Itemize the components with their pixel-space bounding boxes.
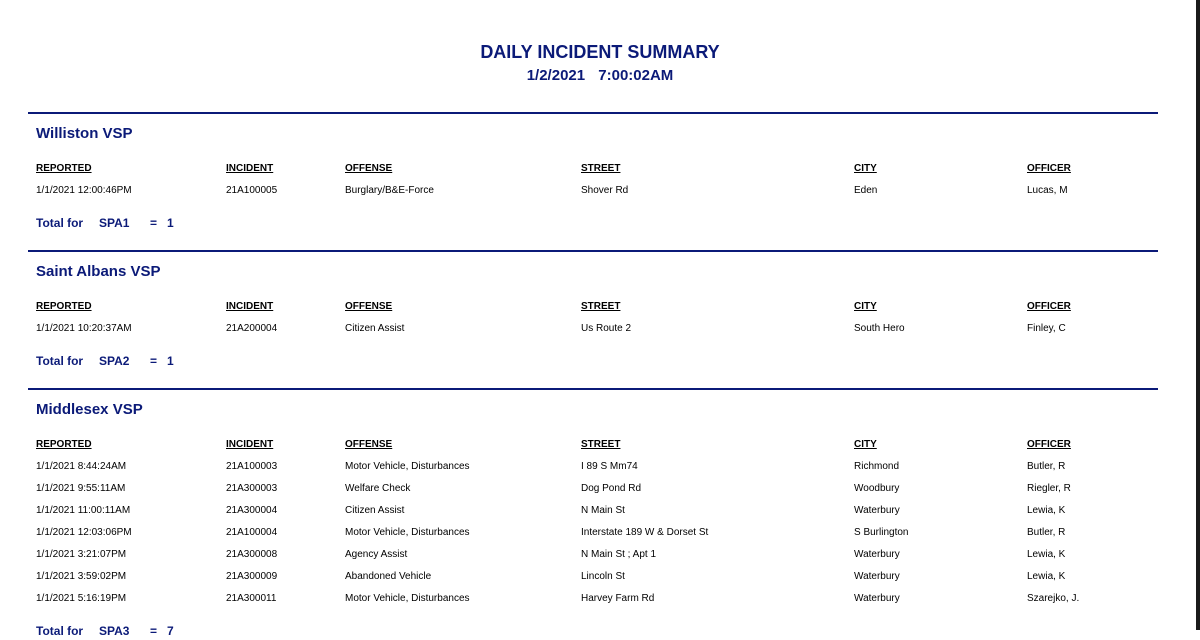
column-header-row	[28, 296, 1158, 318]
total-count: 7	[167, 624, 174, 638]
city-cell: Waterbury	[854, 505, 900, 516]
incident-row	[28, 318, 1158, 340]
incident-row	[28, 456, 1158, 478]
section-divider	[28, 388, 1158, 390]
page-edge	[1196, 0, 1200, 630]
total-equals: =	[150, 624, 158, 638]
column-header-incident: INCIDENT	[226, 439, 274, 450]
reported-cell: 1/1/2021 8:44:24AM	[36, 461, 127, 472]
section-divider	[28, 250, 1158, 252]
column-header-city: CITY	[854, 163, 877, 174]
city-cell: Eden	[854, 185, 878, 196]
column-header-row	[28, 434, 1158, 456]
city-cell: Waterbury	[854, 593, 900, 604]
column-header-row	[28, 158, 1158, 180]
section-middlesex	[28, 388, 1158, 640]
offense-cell: Burglary/B&E-Force	[345, 185, 434, 196]
incident-cell: 21A200004	[226, 323, 278, 334]
incident-cell: 21A300004	[226, 505, 278, 516]
officer-cell: Lewia, K	[1027, 549, 1066, 560]
incident-cell: 21A100005	[226, 185, 278, 196]
incident-row	[28, 522, 1158, 544]
column-header-incident: INCIDENT	[226, 163, 274, 174]
incident-row	[28, 500, 1158, 522]
column-header-offense: OFFENSE	[345, 439, 393, 450]
section-title: Williston VSP	[36, 125, 133, 142]
officer-cell: Lewia, K	[1027, 505, 1066, 516]
column-header-offense: OFFENSE	[345, 163, 393, 174]
section-total	[36, 214, 1158, 232]
offense-cell: Agency Assist	[345, 549, 408, 560]
incident-row	[28, 180, 1158, 202]
incident-row	[28, 588, 1158, 610]
street-cell: Dog Pond Rd	[581, 483, 642, 494]
column-header-street: STREET	[581, 301, 621, 312]
total-label: Total for	[36, 216, 84, 230]
column-header-officer: OFFICER	[1027, 163, 1071, 174]
section-title: Middlesex VSP	[36, 401, 143, 418]
reported-cell: 1/1/2021 10:20:37AM	[36, 323, 132, 334]
incident-cell: 21A100003	[226, 461, 278, 472]
street-cell: N Main St	[581, 505, 625, 516]
officer-cell: Lewia, K	[1027, 571, 1066, 582]
total-label: Total for	[36, 624, 84, 638]
report-date: 1/2/2021 7:00:02AM	[526, 67, 674, 84]
offense-cell: Citizen Assist	[345, 323, 405, 334]
column-header-city: CITY	[854, 301, 877, 312]
incident-cell: 21A300011	[226, 593, 277, 604]
city-cell: Woodbury	[854, 483, 900, 494]
offense-cell: Welfare Check	[345, 483, 411, 494]
incident-row	[28, 544, 1158, 566]
reported-cell: 1/1/2021 9:55:11AM	[36, 483, 126, 494]
street-cell: Us Route 2	[581, 323, 632, 334]
column-header-officer: OFFICER	[1027, 439, 1071, 450]
officer-cell: Butler, R	[1027, 461, 1066, 472]
incident-cell: 21A300003	[226, 483, 278, 494]
section-saint-albans	[28, 250, 1158, 370]
offense-cell: Citizen Assist	[345, 505, 405, 516]
street-cell: I 89 S Mm74	[581, 461, 638, 472]
city-cell: Waterbury	[854, 549, 900, 560]
offense-cell: Motor Vehicle, Disturbances	[345, 593, 470, 604]
incident-row	[28, 566, 1158, 588]
reported-cell: 1/1/2021 12:03:06PM	[36, 527, 132, 538]
reported-cell: 1/1/2021 5:16:19PM	[36, 593, 127, 604]
street-cell: N Main St ; Apt 1	[581, 549, 657, 560]
total-label: Total for	[36, 354, 84, 368]
incident-cell: 21A100004	[226, 527, 278, 538]
section-williston	[28, 112, 1158, 232]
total-equals: =	[150, 354, 158, 368]
column-header-offense: OFFENSE	[345, 301, 393, 312]
section-title: Saint Albans VSP	[36, 263, 161, 280]
column-header-street: STREET	[581, 439, 621, 450]
column-header-officer: OFFICER	[1027, 301, 1071, 312]
total-count: 1	[167, 354, 174, 368]
column-header-reported: REPORTED	[36, 439, 92, 450]
column-header-reported: REPORTED	[36, 163, 92, 174]
report-title: DAILY INCIDENT SUMMARY	[480, 42, 720, 62]
section-total	[36, 622, 1158, 640]
street-cell: Interstate 189 W & Dorset St	[581, 527, 709, 538]
offense-cell: Motor Vehicle, Disturbances	[345, 461, 470, 472]
officer-cell: Szarejko, J.	[1027, 593, 1080, 604]
total-equals: =	[150, 216, 158, 230]
incident-cell: 21A300009	[226, 571, 278, 582]
street-cell: Harvey Farm Rd	[581, 593, 655, 604]
street-cell: Lincoln St	[581, 571, 625, 582]
report-header	[0, 41, 1200, 86]
total-code: SPA1	[99, 216, 130, 230]
officer-cell: Lucas, M	[1027, 185, 1068, 196]
column-header-street: STREET	[581, 163, 621, 174]
offense-cell: Abandoned Vehicle	[345, 571, 432, 582]
total-code: SPA2	[99, 354, 130, 368]
section-total	[36, 352, 1158, 370]
section-divider	[28, 112, 1158, 114]
reported-cell: 1/1/2021 11:00:11AM	[36, 505, 131, 516]
officer-cell: Butler, R	[1027, 527, 1066, 538]
offense-cell: Motor Vehicle, Disturbances	[345, 527, 470, 538]
column-header-city: CITY	[854, 439, 877, 450]
total-count: 1	[167, 216, 174, 230]
street-cell: Shover Rd	[581, 185, 629, 196]
officer-cell: Finley, C	[1027, 323, 1066, 334]
city-cell: Waterbury	[854, 571, 900, 582]
city-cell: South Hero	[854, 323, 905, 334]
reported-cell: 1/1/2021 3:59:02PM	[36, 571, 127, 582]
reported-cell: 1/1/2021 3:21:07PM	[36, 549, 127, 560]
column-header-reported: REPORTED	[36, 301, 92, 312]
city-cell: Richmond	[854, 461, 900, 472]
reported-cell: 1/1/2021 12:00:46PM	[36, 185, 132, 196]
column-header-incident: INCIDENT	[226, 301, 274, 312]
city-cell: S Burlington	[854, 527, 909, 538]
incident-row	[28, 478, 1158, 500]
total-code: SPA3	[99, 624, 130, 638]
incident-cell: 21A300008	[226, 549, 278, 560]
officer-cell: Riegler, R	[1027, 483, 1071, 494]
